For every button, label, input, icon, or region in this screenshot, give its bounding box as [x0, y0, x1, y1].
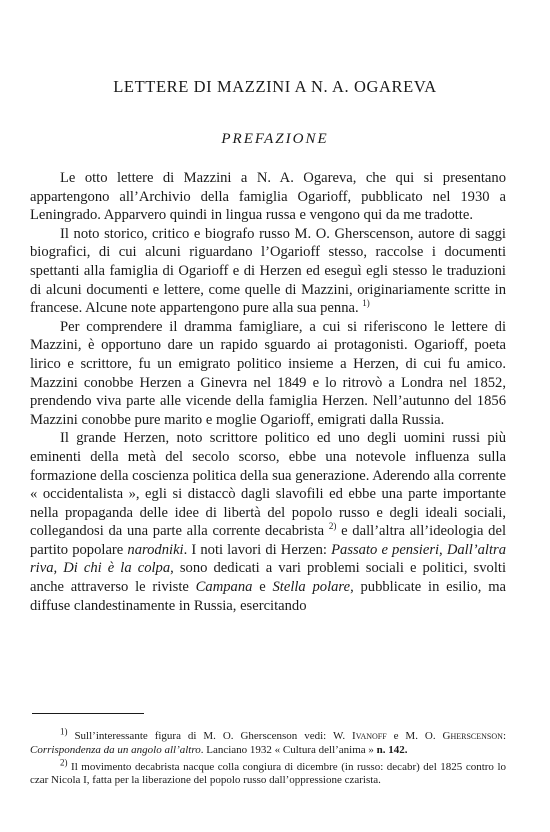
footnotes	[30, 726, 507, 791]
paragraph-4-text-f: , pubblicate in esilio, ma diffuse clandestinamente in Russia, esercitando	[30, 579, 507, 614]
footnote-divider	[32, 713, 144, 714]
footnote-ref-2: 2)	[328, 521, 337, 532]
body-text	[30, 169, 506, 615]
paragraph-1-text: Le otto lettere di Mazzini a N. A. Ogareva, che qui si presentano appartengono all’Archivio della famiglia Ogarioff, pubblicato nel 1930 a Leningrado. Apparvero quindi in lingua russa e vengono qui da me tradotte.	[30, 170, 506, 224]
paragraph-4-text-c: . I noti lavori di Herzen:	[183, 541, 327, 558]
footnote-ref-1: 1)	[362, 298, 370, 309]
footnote-1-work: Corrispondenza da un angolo all’altro	[30, 743, 201, 756]
footnote-2-marker: 2)	[60, 756, 68, 767]
footnote-2-text: Il movimento decabrista nacque colla congiura di dicembre (in russo: decabr) del 1825 contro lo czar Nicola I, fatta per la liberazione del popolo russo dall’oppressione czarista.	[30, 760, 507, 787]
footnote-1	[30, 726, 506, 758]
page-title: LETTERE DI MAZZINI A N. A. OGAREVA	[113, 77, 437, 96]
paragraph-4-text-d: , sono dedicati a vari problemi sociali e politici, svolti anche attraverso le riviste	[30, 560, 506, 596]
footnote-1-number: n. 142.	[376, 743, 408, 756]
paragraph-2	[30, 225, 506, 318]
paragraph-4-text-e: e	[259, 579, 266, 596]
journal-stella-polare: Stella polare	[272, 579, 351, 596]
footnote-1-text-a: Sull’interessante figura di M. O. Gherscenson vedi: W.	[74, 730, 346, 742]
footnote-2	[30, 756, 507, 789]
footnote-1-text-b: e M. O.	[393, 730, 436, 742]
paragraph-4-text-b: e dall’altra all’ideologia del partito popolare	[30, 523, 507, 558]
footnote-1-author-2: Gherscenson	[442, 730, 503, 742]
paragraph-3	[30, 318, 506, 430]
footnote-1-author-1: Ivanoff	[352, 730, 387, 742]
footnote-1-text-d: . Lanciano 1932 « Cultura dell’anima »	[200, 743, 374, 756]
paragraph-4-text-a: Il grande Herzen, noto scrittore politico ed uno degli uomini russi più eminenti della metà del secolo scorso, ebbe una notevole influenza sulla formazione della coscienza politica della sua generazione. Aderendo alla corrente « occidentalista », egli si distaccò dagli slavofili ed ebbe una parte importante nella propaganda delle idee di libertà del popolo russo e degli ideali sociali, collegandosi da una parte alla corrente decabrista	[30, 430, 506, 540]
herzen-works: Passato e pensieri, Dall’altra riva, Di chi è la colpa	[30, 541, 507, 577]
footnote-1-marker: 1)	[60, 726, 68, 737]
paragraph-1	[30, 169, 506, 225]
footnote-1-text-c: :	[502, 730, 506, 742]
paragraph-3-text: Per comprendere il dramma famigliare, a cui si riferiscono le lettere di Mazzini, è opportuno dare un rapido sguardo ai protagonisti. Ogarioff, poeta lirico e scrittore, fu un emigrato politico insieme a Herzen, di cui fu amico. Mazzini conobbe Herzen a Ginevra nel 1849 e lo ritrovò a Londra nel 1852, prendendo viva parte alle vicende della famiglia Herzen. Nell’autunno del 1856 Mazzini conobbe pure marito e moglie Ogarioff, emigrati dalla Russia.	[30, 318, 506, 428]
journal-campana: Campana	[195, 579, 253, 596]
paragraph-4	[30, 429, 506, 615]
term-narodniki: narodniki	[127, 541, 184, 558]
paragraph-2-text: Il noto storico, critico e biografo russo M. O. Gherscenson, autore di saggi biografici, di cui alcuni riguardano l’Ogarioff stesso, raccolse i documenti spettanti alla famiglia di Ogarioff e di Herzen ed eseguì egli stesso le traduzioni di alcuni documenti e lettere, come quelle di Mazzini, originariamente scritte in francese. Alcune note appartengono pure alla sua penna.	[30, 225, 506, 317]
section-heading: PREFAZIONE	[221, 131, 329, 147]
